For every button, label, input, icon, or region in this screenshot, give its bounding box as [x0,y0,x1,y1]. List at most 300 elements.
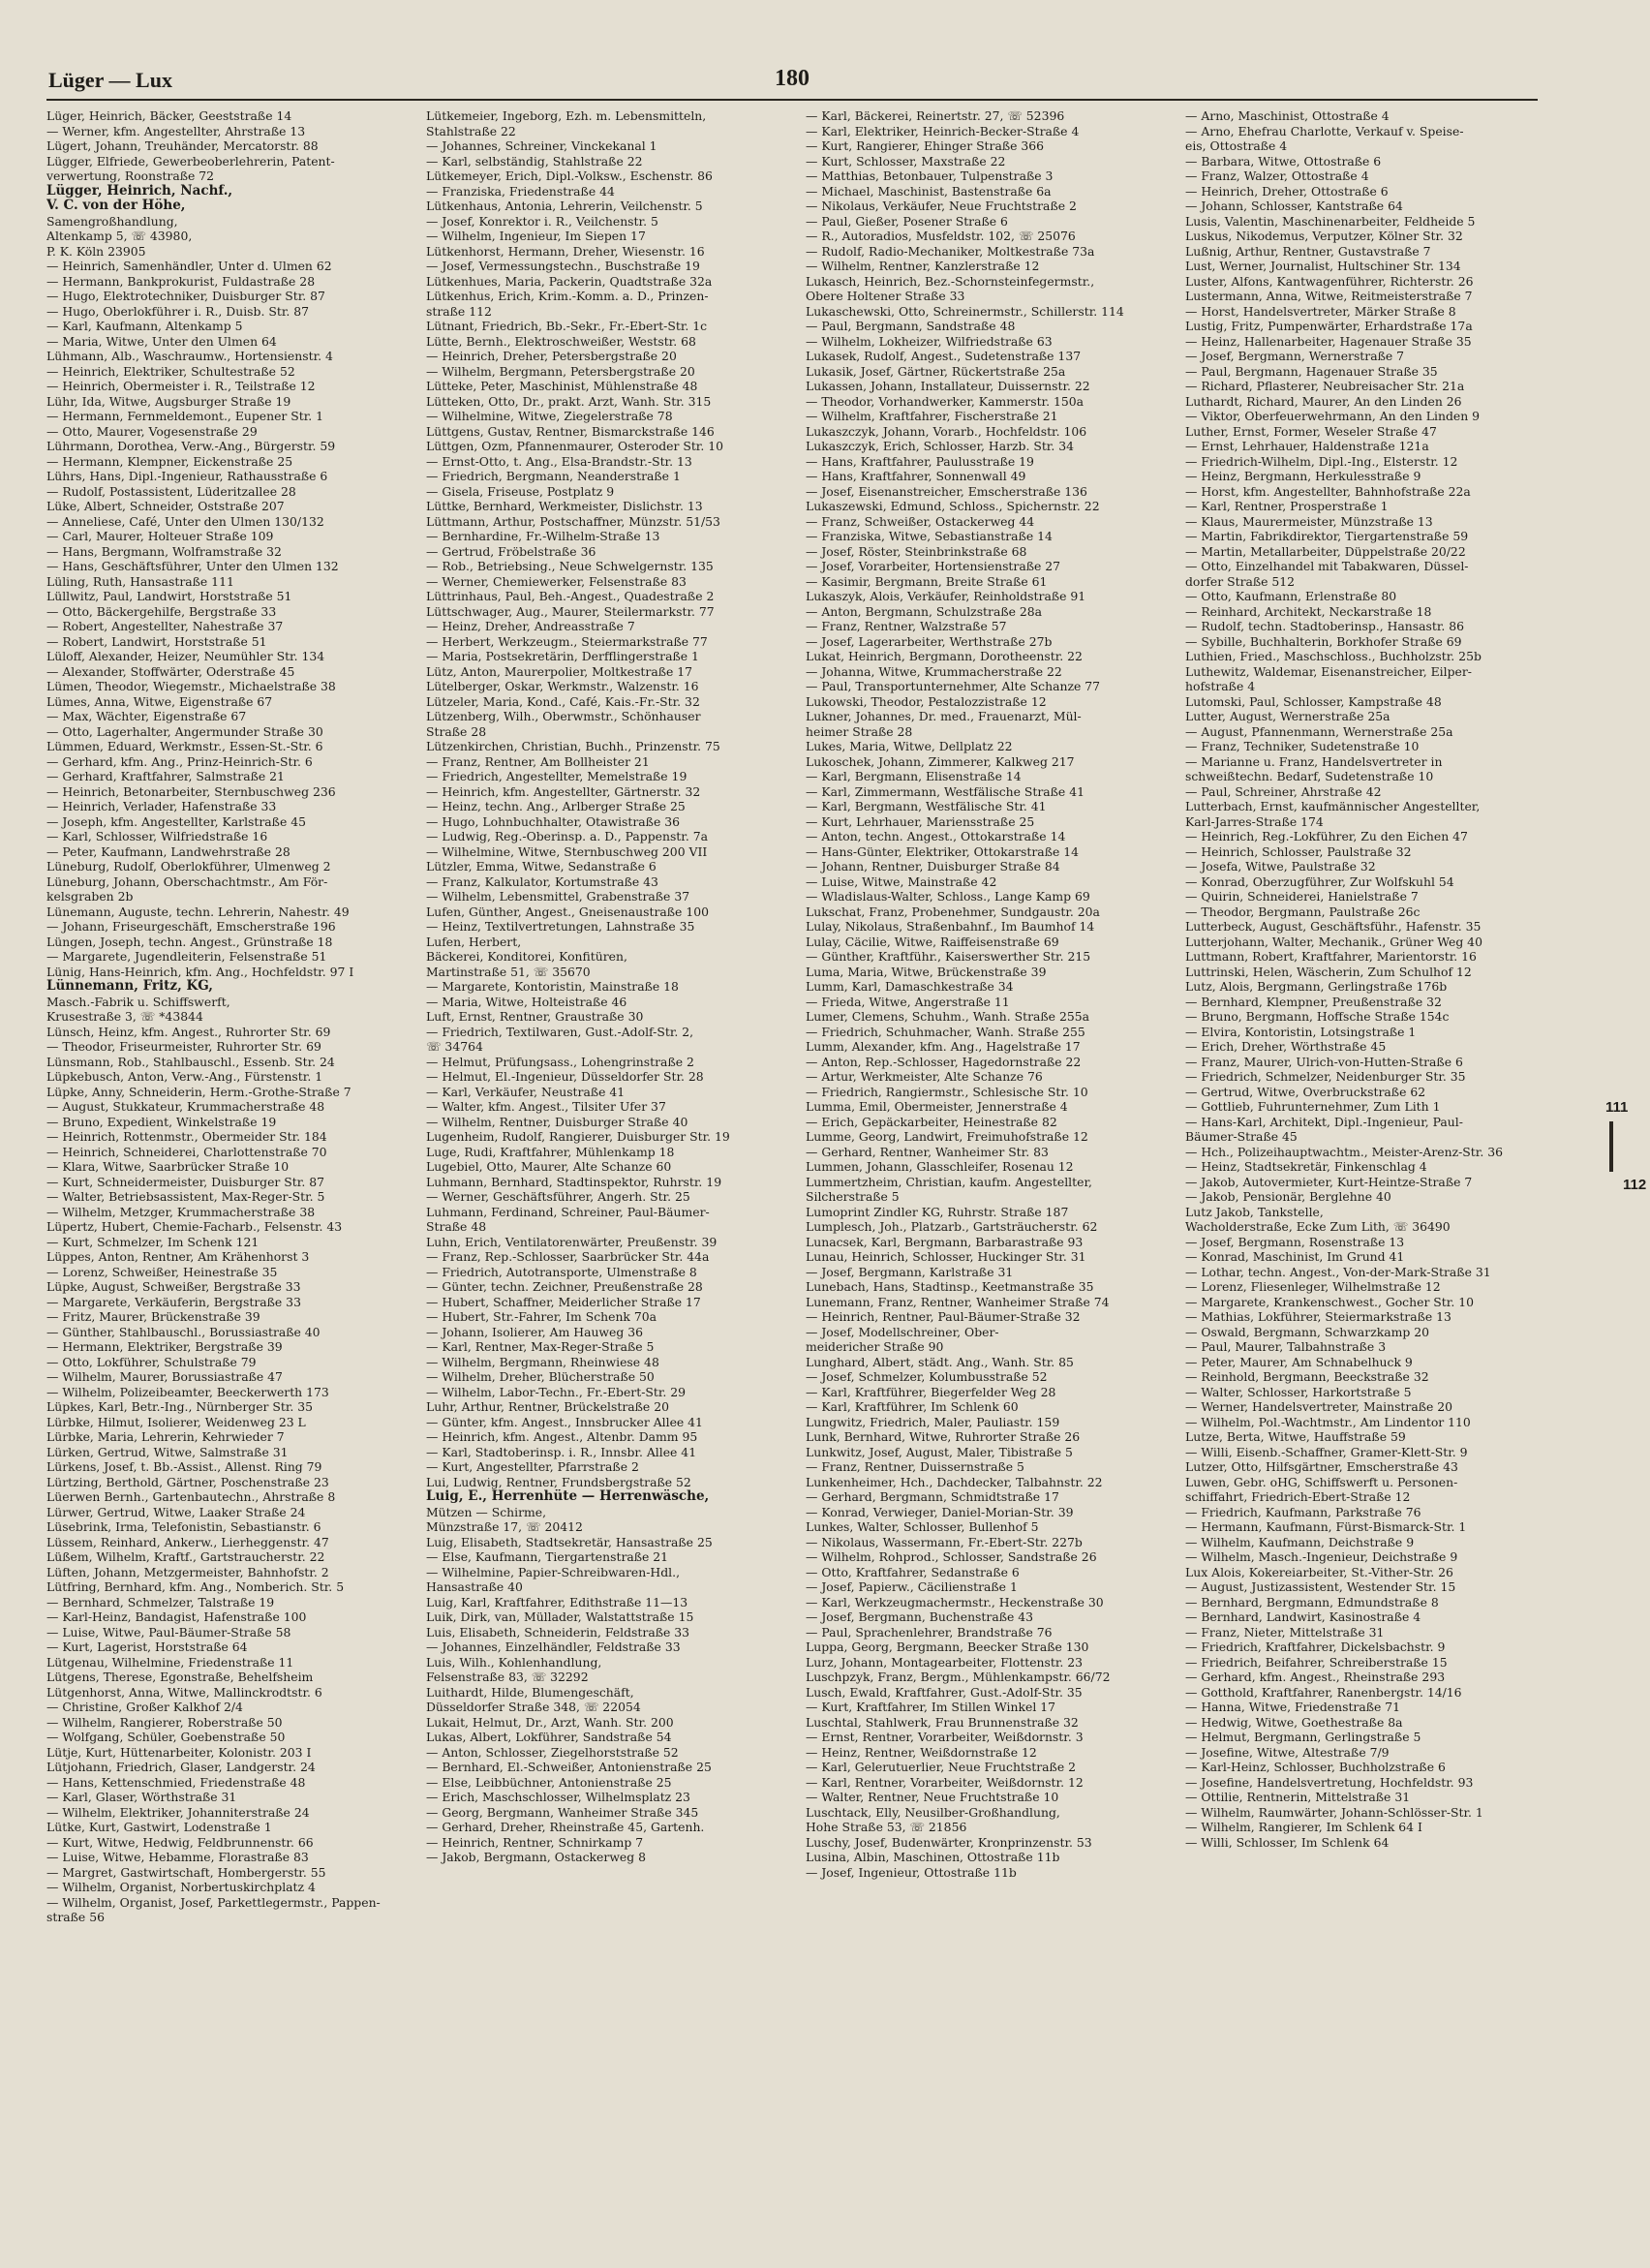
directory-entry: Lütte, Bernh., Elektroschweißer, Weststr. 68 [426,333,696,349]
directory-entry: — Friedrich, Rangiermstr., Schlesische Str. 10 [806,1084,1088,1099]
directory-columns [46,108,1545,2244]
directory-entry: — Werner, Chemiewerker, Felsenstraße 83 [426,573,687,589]
directory-entry: Lukes, Maria, Witwe, Dellplatz 22 [806,739,1013,753]
directory-entry: — Herbert, Werkzeugm., Steiermarkstraße 77 [426,633,708,649]
directory-entry: Lutterbach, Ernst, kaufmännischer Angestellter, [1185,799,1481,813]
directory-entry: Masch.-Fabrik u. Schiffswerft, [46,994,230,1009]
directory-entry: Luis, Wilh., Kohlenhandlung, [426,1654,602,1670]
directory-entry: — Maria, Witwe, Holteistraße 46 [426,994,627,1009]
directory-entry: Lütke, Kurt, Gastwirt, Lodenstraße 1 [46,1820,272,1834]
directory-entry: — Johann, Schlosser, Kantstraße 64 [1185,199,1403,213]
directory-entry: Lukassen, Johann, Installateur, Duissernstr. 22 [806,379,1090,393]
directory-entry: — Kurt, Witwe, Hedwig, Feldbrunnenstr. 66 [46,1834,314,1850]
directory-entry: — Helmut, Prüfungsass., Lohengrinstraße 2 [426,1054,694,1069]
directory-entry: — Hugo, Elektrotechniker, Duisburger Str. 87 [46,289,325,303]
directory-entry: — Johann, Friseurgeschäft, Emscherstraße 196 [46,919,336,934]
directory-entry: Lührmann, Dorothea, Verw.-Ang., Bürgerstr. 59 [46,439,336,453]
directory-entry: eis, Ottostraße 4 [1185,138,1288,153]
directory-entry: — Walter, Betriebsassistent, Max-Reger-Str. 5 [46,1189,325,1204]
directory-entry: Lügger, Elfriede, Gewerbeoberlehrerin, Patent- [46,153,335,169]
directory-entry: — Rob., Betriebsing., Neue Schwelgernstr. 135 [426,559,714,573]
directory-entry: — Luise, Witwe, Hebamme, Florastraße 83 [46,1850,309,1864]
directory-entry: — Ernst, Rentner, Vorarbeiter, Weißdornstr. 3 [806,1730,1084,1744]
directory-entry: — Karl, Stadtoberinsp. i. R., Innsbr. Allee 41 [426,1444,697,1459]
directory-entry: — Wilhelm, Raumwärter, Johann-Schlösser-Str. 1 [1185,1804,1483,1820]
directory-entry: — Kurt, Schmelzer, Im Schenk 121 [46,1234,260,1249]
directory-entry: Lührs, Hans, Dipl.-Ingenieur, Rathausstraße 6 [46,469,328,483]
directory-entry: — Wilhelm, Lokheizer, Wilfriedstraße 63 [806,333,1053,349]
directory-entry: Straße 48 [426,1219,487,1234]
directory-entry: — Wilhelm, Rohprod., Schlosser, Sandstraße 26 [806,1549,1097,1564]
directory-entry: — Heinz, Stadtsekretär, Finkenschlag 4 [1185,1159,1427,1174]
directory-entry: Straße 28 [426,723,487,739]
margin-bar [1609,1121,1613,1172]
directory-entry: Lümen, Theodor, Wiegemstr., Michaelstraße 38 [46,679,336,693]
directory-entry: — Gerhard, Rentner, Wanheimer Str. 83 [806,1144,1049,1159]
directory-entry: Luhmann, Ferdinand, Schreiner, Paul-Bäumer- [426,1204,710,1219]
directory-entry: — Konrad, Oberzugführer, Zur Wolfskuhl 54 [1185,873,1454,889]
directory-entry: Lukowski, Theodor, Pestalozzistraße 12 [806,693,1047,709]
directory-entry: — Gerhard, Bergmann, Schmidtstraße 17 [806,1489,1059,1504]
directory-entry: — Heinrich, kfm. Angestellter, Gärtnerstr. 32 [426,783,701,799]
directory-entry: — Karl, Zimmermann, Westfälische Straße 41 [806,783,1085,799]
directory-entry: — Heinz, techn. Ang., Arlberger Straße 25 [426,799,686,813]
directory-entry: — Walter, Schlosser, Harkortstraße 5 [1185,1384,1412,1399]
directory-entry: — Heinz, Dreher, Andreasstraße 7 [426,619,635,633]
directory-entry: — Werner, Geschäftsführer, Angerh. Str. 25 [426,1189,690,1204]
directory-entry: — Heinrich, Dreher, Ottostraße 6 [1185,183,1389,199]
directory-entry: — Hans, Geschäftsführer, Unter den Ulmen 132 [46,559,339,573]
directory-entry: — Heinrich, Schlosser, Paulstraße 32 [1185,843,1412,859]
directory-entry: — Franz, Kalkulator, Kortumstraße 43 [426,873,658,889]
directory-entry: Lüttschwager, Aug., Maurer, Steilermarkstr. 77 [426,603,715,619]
directory-entry: — Fritz, Maurer, Brückenstraße 39 [46,1309,260,1324]
directory-entry: — Heinz, Hallenarbeiter, Hagenauer Straße 35 [1185,333,1472,349]
directory-entry: — Konrad, Maschinist, Im Grund 41 [1185,1249,1405,1264]
directory-entry: Lütkenhorst, Hermann, Dreher, Wiesenstr. 16 [426,243,705,259]
directory-entry: — Josefine, Handelsvertretung, Hochfeldstr. 93 [1185,1774,1474,1790]
directory-entry: — Josef, Bergmann, Wernerstraße 7 [1185,349,1405,363]
page-header [46,64,1538,101]
directory-entry: — Gertrud, Fröbelstraße 36 [426,543,596,559]
directory-entry: straße 56 [46,1910,105,1924]
directory-entry: Lutterjohann, Walter, Mechanik., Grüner Weg 40 [1185,934,1482,949]
directory-entry: — Walter, kfm. Angest., Tilsiter Ufer 37 [426,1099,666,1114]
directory-entry: — Friedrich-Wilhelm, Dipl.-Ing., Elsterstr. 12 [1185,453,1458,469]
directory-entry: Lütkenhaus, Antonia, Lehrerin, Veilchenstr. 5 [426,199,703,213]
directory-entry: Lütkemeier, Ingeborg, Ezh. m. Lebensmitteln, [426,108,707,123]
directory-entry: — Peter, Maurer, Am Schnabelhuck 9 [1185,1354,1413,1369]
directory-entry: — Hedwig, Witwe, Goethestraße 8a [1185,1714,1403,1730]
directory-entry: — Paul, Schreiner, Ahrstraße 42 [1185,783,1382,799]
directory-entry: Lünsmann, Rob., Stahlbauschl., Essenb. Str. 24 [46,1054,335,1069]
directory-entry: Luthardt, Richard, Maurer, An den Linden 26 [1185,393,1462,409]
directory-entry: — Heinrich, Rentner, Paul-Bäumer-Straße 32 [806,1309,1081,1324]
directory-entry: — Franz, Walzer, Ottostraße 4 [1185,169,1369,183]
directory-entry: Lütgenhorst, Anna, Witwe, Mallinckrodtstr. 6 [46,1684,322,1700]
directory-entry: — Rudolf, Radio-Mechaniker, Moltkestraße 73a [806,243,1095,259]
directory-entry: — Franz, Nieter, Mittelstraße 31 [1185,1624,1385,1640]
directory-entry: — Hermann, Fernmeldemont., Eupener Str. 1 [46,409,324,423]
directory-entry: — Karl, Bäckerei, Reinertstr. 27, ☏ 52396 [806,108,1065,123]
directory-entry: Lustig, Fritz, Pumpenwärter, Erhardstraße 17a [1185,319,1473,333]
directory-entry: Mützen — Schirme, [426,1504,547,1519]
directory-entry: Lüttrinhaus, Paul, Beh.-Angest., Quadestraße 2 [426,589,715,603]
directory-entry: — Franziska, Friedenstraße 44 [426,183,615,199]
directory-entry: — Bernhard, Klempner, Preußenstraße 32 [1185,994,1442,1009]
directory-entry: — Paul, Bergmann, Sandstraße 48 [806,319,1016,333]
directory-entry: — Alexander, Stoffwärter, Oderstraße 45 [46,663,295,679]
directory-entry: Lukoschek, Johann, Zimmerer, Kalkweg 217 [806,753,1075,769]
directory-entry: — Sybille, Buchhalterin, Borkhofer Straße 69 [1185,633,1462,649]
directory-entry: Luhr, Arthur, Rentner, Brückelstraße 20 [426,1399,669,1414]
directory-entry: Luster, Alfons, Kantwagenführer, Richterstr. 26 [1185,273,1474,289]
directory-entry: Lugebiel, Otto, Maurer, Alte Schanze 60 [426,1159,672,1174]
directory-entry: Lui, Ludwig, Rentner, Frundsbergstraße 52 [426,1474,691,1489]
column-3 [806,108,1164,2244]
directory-entry: — Ludwig, Reg.-Oberinsp. a. D., Pappenstr. 7a [426,829,708,843]
directory-entry: Lumm, Karl, Damaschkestraße 34 [806,979,1014,994]
directory-entry: — Friedrich, Schmelzer, Neidenburger Str. 35 [1185,1069,1466,1084]
directory-entry: — Johann, Rentner, Duisburger Straße 84 [806,859,1060,873]
directory-entry: Lutter, August, Wernerstraße 25a [1185,709,1390,723]
directory-entry: Lütje, Kurt, Hüttenarbeiter, Kolonistr. 203 I [46,1744,312,1760]
directory-entry: Lüften, Johann, Metzgermeister, Bahnhofstr. 2 [46,1564,329,1579]
directory-entry: — Hch., Polizeihauptwachtm., Meister-Arenz-Str. 36 [1185,1144,1503,1159]
directory-entry: Lukasch, Heinrich, Bez.-Schornsteinfegermstr., [806,273,1095,289]
directory-entry: Luttrinski, Helen, Wäscherin, Zum Schulhof 12 [1185,964,1472,979]
directory-entry: — Kurt, Schlosser, Maxstraße 22 [806,153,1006,169]
directory-entry: — Karl, Rentner, Max-Reger-Straße 5 [426,1339,655,1354]
directory-entry: — Heinrich, Verlader, Hafenstraße 33 [46,799,277,813]
directory-entry: Lunacsek, Karl, Bergmann, Barbarastraße 93 [806,1234,1084,1249]
directory-entry: — Werner, kfm. Angestellter, Ahrstraße 13 [46,123,306,138]
directory-entry: Lüssem, Reinhard, Ankerw., Lierheggenstr. 47 [46,1534,329,1549]
directory-entry: — Heinrich, Obermeister i. R., Teilstraße 12 [46,379,316,393]
directory-entry: — Erich, Maschschlosser, Wilhelmsplatz 23 [426,1790,690,1804]
directory-entry: Lust, Werner, Journalist, Hultschiner Str. 134 [1185,259,1461,273]
directory-entry: Lügert, Johann, Treuhänder, Mercatorstr. 88 [46,138,319,153]
directory-entry: Luge, Rudi, Kraftfahrer, Mühlenkamp 18 [426,1144,675,1159]
directory-entry: Obere Holtener Straße 33 [806,289,965,303]
directory-entry: verwertung, Roonstraße 72 [46,169,215,183]
directory-entry: — Hans, Kraftfahrer, Paulusstraße 19 [806,453,1034,469]
directory-entry: Lukaszczyk, Johann, Vorarb., Hochfeldstr. 106 [806,423,1087,439]
directory-entry: — Margarete, Kontoristin, Mainstraße 18 [426,979,679,994]
directory-entry: — Artur, Werkmeister, Alte Schanze 76 [806,1069,1043,1084]
directory-entry: — Konrad, Verwieger, Daniel-Morian-Str. 39 [806,1504,1074,1519]
directory-entry: Düsseldorfer Straße 348, ☏ 22054 [426,1700,641,1714]
directory-entry: heimer Straße 28 [806,723,913,739]
directory-entry: — Arno, Ehefrau Charlotte, Verkauf v. Speise- [1185,123,1464,138]
directory-entry: — Ernst-Otto, t. Ang., Elsa-Brandstr.-Str. 13 [426,453,692,469]
directory-entry: — Kurt, Schneidermeister, Duisburger Str. 87 [46,1174,324,1189]
directory-entry: Lußnig, Arthur, Rentner, Gustavstraße 7 [1185,243,1431,259]
directory-entry: — Elvira, Kontoristin, Lotsingstraße 1 [1185,1024,1417,1039]
directory-entry: straße 112 [426,303,492,319]
directory-entry: Lütteken, Otto, Dr., prakt. Arzt, Wanh. Str. 315 [426,393,712,409]
directory-entry: Lüngen, Joseph, techn. Angest., Grünstraße 18 [46,934,333,949]
directory-entry: Lürkens, Josef, t. Bb.-Assist., Allenst. Ring 79 [46,1459,322,1474]
directory-entry: Lünnemann, Fritz, KG, [46,979,213,994]
directory-entry: — Heinz, Textilvertretungen, Lahnstraße 35 [426,919,695,934]
directory-entry: — August, Justizassistent, Westender Str. 15 [1185,1579,1456,1594]
directory-entry: Lüttke, Bernhard, Werkmeister, Dislichstr. 13 [426,499,703,513]
directory-entry: Lunkwitz, Josef, August, Maler, Tibistraße 5 [806,1444,1073,1459]
directory-entry: — Hermann, Bankprokurist, Fuldastraße 28 [46,273,316,289]
directory-entry: — Wilhelm, Kraftfahrer, Fischerstraße 21 [806,409,1058,423]
directory-entry: — Johannes, Schreiner, Vinckekanal 1 [426,138,657,153]
directory-entry: P. K. Köln 23905 [46,243,146,259]
directory-entry: — Paul, Sprachenlehrer, Brandstraße 76 [806,1624,1053,1640]
directory-entry: — Bernhard, El.-Schweißer, Antonienstraße 25 [426,1760,712,1774]
directory-entry: — Christine, Großer Kalkhof 2/4 [46,1700,243,1714]
directory-entry: — Wilhelm, Maurer, Borussiastraße 47 [46,1369,283,1384]
directory-entry: Luschpzyk, Franz, Bergm., Mühlenkampstr. 66/72 [806,1670,1111,1684]
directory-entry: Lümes, Anna, Witwe, Eigenstraße 67 [46,693,273,709]
directory-entry: Lufen, Günther, Angest., Gneisenaustraße 100 [426,904,709,919]
directory-entry: — Karl, Rentner, Vorarbeiter, Weißdornstr. 12 [806,1774,1084,1790]
directory-entry: — Lorenz, Schweißer, Heinestraße 35 [46,1264,278,1279]
directory-entry: Lüsebrink, Irma, Telefonistin, Sebastianstr. 6 [46,1519,321,1534]
directory-entry: Luthewitz, Waldemar, Eisenanstreicher, Eilper- [1185,663,1472,679]
directory-entry: Lüneburg, Johann, Oberschachtmstr., Am För- [46,873,328,889]
directory-entry: — Gertrud, Witwe, Overbruckstraße 62 [1185,1084,1426,1099]
directory-entry: Luik, Dirk, van, Müllader, Walstattstraße 15 [426,1609,694,1624]
directory-entry: Lütkenhues, Maria, Packerin, Quadtstraße 32a [426,273,713,289]
directory-entry: Lürbke, Maria, Lehrerin, Kehrwieder 7 [46,1429,285,1444]
directory-entry: — R., Autoradios, Musfeldstr. 102, ☏ 25076 [806,229,1076,243]
directory-entry: — Kurt, Angestellter, Pfarrstraße 2 [426,1459,639,1474]
directory-entry: Lüerwen Bernh., Gartenbautechn., Ahrstraße 8 [46,1489,336,1504]
directory-entry: Lumme, Georg, Landwirt, Freimuhofstraße 12 [806,1129,1088,1144]
directory-entry: — Karl, Bergmann, Westfälische Str. 41 [806,799,1047,813]
directory-entry: — Frieda, Witwe, Angerstraße 11 [806,994,1010,1009]
directory-entry: — Johanna, Witwe, Krummacherstraße 22 [806,663,1062,679]
directory-entry: — Wilhelmine, Papier-Schreibwaren-Hdl., [426,1564,681,1579]
directory-entry: — Hugo, Lohnbuchhalter, Otawistraße 36 [426,813,680,829]
directory-entry: Luskus, Nikodemus, Verputzer, Kölner Str. 32 [1185,229,1463,243]
directory-entry: Lukas, Albert, Lokführer, Sandstraße 54 [426,1730,672,1744]
directory-entry: — Gerhard, Dreher, Rheinstraße 45, Gartenh. [426,1820,705,1834]
directory-entry: Hansastraße 40 [426,1579,523,1594]
directory-entry: Lutzer, Otto, Hilfsgärtner, Emscherstraße 43 [1185,1459,1458,1474]
directory-entry: — Ernst, Lehrhauer, Haldenstraße 121a [1185,439,1429,453]
directory-entry: — Bruno, Expedient, Winkelstraße 19 [46,1114,277,1129]
directory-entry: Lustermann, Anna, Witwe, Reitmeisterstraße 7 [1185,289,1473,303]
directory-entry: — Karl, Werkzeugmachermstr., Heckenstraße 30 [806,1594,1104,1609]
directory-entry: — Karl, Bergmann, Elisenstraße 14 [806,769,1022,783]
directory-entry: — Wilhelm, Rentner, Kanzlerstraße 12 [806,259,1040,273]
directory-entry: — Friedrich, Angestellter, Memelstraße 19 [426,769,688,783]
directory-entry: schweißtechn. Bedarf, Sudetenstraße 10 [1185,769,1434,783]
directory-entry: Lützenkirchen, Christian, Buchh., Prinzenstr. 75 [426,739,720,753]
directory-entry: — Anton, techn. Angest., Ottokarstraße 14 [806,829,1066,843]
directory-entry: Münzstraße 17, ☏ 20412 [426,1519,583,1534]
directory-entry: — Hermann, Elektriker, Bergstraße 39 [46,1339,283,1354]
directory-entry: hofstraße 4 [1185,679,1256,693]
directory-entry: — Wilhelm, Elektriker, Johanniterstraße 24 [46,1804,310,1820]
directory-entry: — Bruno, Bergmann, Hoffsche Straße 154c [1185,1009,1450,1024]
directory-entry: — Georg, Bergmann, Wanheimer Straße 345 [426,1804,699,1820]
directory-entry: — Karl, Kaufmann, Altenkamp 5 [46,319,243,333]
directory-entry: Luthien, Fried., Maschschloss., Buchholzstr. 25b [1185,649,1482,663]
directory-entry: — Helmut, El.-Ingenieur, Düsseldorfer Str. 28 [426,1069,704,1084]
directory-entry: Lummen, Johann, Glasschleifer, Rosenau 12 [806,1159,1074,1174]
directory-entry: Luschtack, Elly, Neusilber-Großhandlung, [806,1804,1060,1820]
directory-entry: Bäumer-Straße 45 [1185,1129,1298,1144]
directory-entry: Lutze, Berta, Witwe, Hauffstraße 59 [1185,1429,1406,1444]
directory-entry: — Matthias, Betonbauer, Tulpenstraße 3 [806,169,1054,183]
directory-entry: — Hermann, Klempner, Eickenstraße 25 [46,453,293,469]
directory-entry: — Josef, Bergmann, Buchenstraße 43 [806,1609,1034,1624]
directory-entry: Lüpkebusch, Anton, Verw.-Ang., Fürstenstr. 1 [46,1069,323,1084]
directory-entry: — Wilhelm, Rangierer, Im Schlenk 64 I [1185,1820,1422,1834]
directory-entry: dorfer Straße 512 [1185,573,1296,589]
directory-entry: — Otto, Einzelhandel mit Tabakwaren, Düssel- [1185,559,1469,573]
directory-entry: Lukaszyk, Alois, Verkäufer, Reinholdstraße 91 [806,589,1086,603]
directory-entry: — Theodor, Bergmann, Paulstraße 26c [1185,904,1421,919]
directory-entry: Lütz, Anton, Maurerpolier, Moltkestraße 17 [426,663,693,679]
directory-entry: — Franz, Schweißer, Ostackerweg 44 [806,513,1035,529]
directory-entry: Lumoprint Zindler KG, Ruhrstr. Straße 187 [806,1204,1069,1219]
directory-entry: — Jakob, Bergmann, Ostackerweg 8 [426,1850,647,1864]
directory-entry: — Martin, Fabrikdirektor, Tiergartenstraße 59 [1185,529,1469,543]
directory-entry: — Maria, Postsekretärin, Derfflingerstraße 1 [426,649,699,663]
directory-entry: Luther, Ernst, Former, Weseler Straße 47 [1185,423,1437,439]
directory-entry: kelsgraben 2b [46,889,134,904]
directory-entry: — Otto, Lagerhalter, Angermunder Straße 30 [46,723,323,739]
directory-entry: — Josef, Schmelzer, Kolumbusstraße 52 [806,1369,1048,1384]
directory-entry: — Robert, Angestellter, Nahestraße 37 [46,619,284,633]
directory-entry: Luig, Karl, Kraftfahrer, Edithstraße 11—13 [426,1594,688,1609]
directory-entry: — Hans-Günter, Elektriker, Ottokarstraße 14 [806,843,1080,859]
directory-entry: Lusina, Albin, Maschinen, Ottostraße 11b [806,1850,1060,1864]
directory-entry: — Wilhelm, Labor-Techn., Fr.-Ebert-Str. 29 [426,1384,687,1399]
directory-entry: Luithardt, Hilde, Blumengeschäft, [426,1684,634,1700]
directory-entry: Lukat, Heinrich, Bergmann, Dorotheenstr. 22 [806,649,1083,663]
directory-entry: — Maria, Witwe, Unter den Ulmen 64 [46,333,277,349]
directory-entry: Lux Alois, Kokereiarbeiter, St.-Vither-Str. 26 [1185,1564,1453,1579]
directory-entry: — Johann, Isolierer, Am Hauweg 36 [426,1324,644,1339]
directory-entry: Luhmann, Bernhard, Stadtinspektor, Ruhrstr. 19 [426,1174,722,1189]
directory-entry: — Erich, Dreher, Wörthstraße 45 [1185,1039,1387,1054]
directory-entry: — Heinrich, Dreher, Petersbergstraße 20 [426,349,677,363]
directory-entry: Lutz Jakob, Tankstelle, [1185,1204,1324,1219]
directory-entry: Wacholderstraße, Ecke Zum Lith, ☏ 36490 [1185,1219,1451,1234]
directory-entry: Lütteke, Peter, Maschinist, Mühlenstraße 48 [426,379,698,393]
directory-entry: — Karl, Elektriker, Heinrich-Becker-Straße 4 [806,123,1080,138]
directory-entry: Lützler, Emma, Witwe, Sedanstraße 6 [426,859,657,873]
directory-entry: Lurz, Johann, Montagearbeiter, Flottenstr. 23 [806,1654,1084,1670]
directory-entry: Luppa, Georg, Bergmann, Beecker Straße 130 [806,1640,1089,1654]
directory-entry: — Barbara, Witwe, Ottostraße 6 [1185,153,1382,169]
directory-entry: — Paul, Gießer, Posener Straße 6 [806,213,1008,229]
directory-entry: Stahlstraße 22 [426,123,516,138]
directory-entry: Lüling, Ruth, Hansastraße 111 [46,573,234,589]
directory-entry: — Quirin, Schneiderei, Hanielstraße 7 [1185,889,1419,904]
directory-entry: — Wilhelm, Pol.-Wachtmstr., Am Lindentor 110 [1185,1414,1471,1429]
directory-entry: Lukasek, Rudolf, Angest., Sudetenstraße 137 [806,349,1082,363]
directory-entry: — Friedrich, Kraftfahrer, Dickelsbachstr. 9 [1185,1640,1446,1654]
directory-entry: — Günter, kfm. Angest., Innsbrucker Allee 41 [426,1414,703,1429]
directory-entry: — Arno, Maschinist, Ottostraße 4 [1185,108,1390,123]
directory-entry: Lukait, Helmut, Dr., Arzt, Wanh. Str. 200 [426,1714,674,1730]
directory-entry: — Michael, Maschinist, Bastenstraße 6a [806,183,1052,199]
directory-entry: — Wilhelm, Metzger, Krummacherstraße 38 [46,1204,316,1219]
directory-entry: — Luise, Witwe, Paul-Bäumer-Straße 58 [46,1624,291,1640]
directory-entry: — Gerhard, Kraftfahrer, Salmstraße 21 [46,769,285,783]
directory-entry: Krusestraße 3, ☏ *43844 [46,1009,203,1024]
directory-entry: — Max, Wächter, Eigenstraße 67 [46,709,247,723]
directory-entry: — Anton, Bergmann, Schulzstraße 28a [806,603,1043,619]
directory-entry: Lukschat, Franz, Probenehmer, Sundgaustr. 20a [806,904,1100,919]
directory-entry: — Gerhard, kfm. Ang., Prinz-Heinrich-Str. 6 [46,753,313,769]
directory-entry: — Kasimir, Bergmann, Breite Straße 61 [806,573,1048,589]
directory-entry: Lütnant, Friedrich, Bb.-Sekr., Fr.-Ebert-Str. 1c [426,319,708,333]
directory-entry: — Bernhard, Landwirt, Kasinostraße 4 [1185,1609,1421,1624]
directory-entry: Lunemann, Franz, Rentner, Wanheimer Straße 74 [806,1294,1110,1309]
directory-entry: — August, Stukkateur, Krummacherstraße 48 [46,1099,325,1114]
directory-entry: — Otto, Maurer, Vogesenstraße 29 [46,423,258,439]
directory-entry: — Walter, Rentner, Neue Fruchtstraße 10 [806,1790,1059,1804]
directory-entry: — Lorenz, Fliesenleger, Wilhelmstraße 12 [1185,1279,1441,1294]
directory-entry: — Horst, kfm. Angestellter, Bahnhofstraße 22a [1185,483,1471,499]
directory-entry: — Josef, Röster, Steinbrinkstraße 68 [806,543,1027,559]
directory-entry: Lüppes, Anton, Rentner, Am Krähenhorst 3 [46,1249,310,1264]
directory-entry: Bäckerei, Konditorei, Konfitüren, [426,949,627,964]
directory-entry: — Günther, Stahlbauschl., Borussiastraße 40 [46,1324,321,1339]
directory-entry: — Johannes, Einzelhändler, Feldstraße 33 [426,1640,681,1654]
directory-entry: — Anton, Rep.-Schlosser, Hagedornstraße 22 [806,1054,1082,1069]
directory-entry: — Bernhard, Schmelzer, Talstraße 19 [46,1594,275,1609]
directory-entry: — Margarete, Jugendleiterin, Felsenstraße 51 [46,949,327,964]
directory-entry: Lukaszczyk, Erich, Schlosser, Harzb. Str. 34 [806,439,1075,453]
directory-entry: — Hans, Kettenschmied, Friedenstraße 48 [46,1774,306,1790]
running-head: Lüger — Lux [48,68,172,92]
page-number: 180 [775,66,810,91]
directory-entry: — Nikolaus, Verkäufer, Neue Fruchtstraße 2 [806,199,1077,213]
directory-entry: Luschy, Josef, Budenwärter, Kronprinzenstr. 53 [806,1834,1092,1850]
directory-entry: Luft, Ernst, Rentner, Graustraße 30 [426,1009,644,1024]
directory-entry: — Nikolaus, Wassermann, Fr.-Ebert-Str. 227b [806,1534,1083,1549]
directory-entry: — Luise, Witwe, Mainstraße 42 [806,873,997,889]
directory-entry: — Wilhelmine, Witwe, Ziegelerstraße 78 [426,409,673,423]
margin-tab-bottom: 112 [1623,1177,1647,1193]
directory-entry: Luhn, Erich, Ventilatorenwärter, Preußenstr. 39 [426,1234,718,1249]
directory-entry: — Richard, Pflasterer, Neubreisacher Str. 21a [1185,379,1465,393]
directory-entry: Lüpke, Anny, Schneiderin, Herm.-Grothe-Straße 7 [46,1084,351,1099]
directory-entry: Luma, Maria, Witwe, Brückenstraße 39 [806,964,1047,979]
directory-entry: Lusch, Ewald, Kraftfahrer, Gust.-Adolf-Str. 35 [806,1684,1083,1700]
directory-entry: Lumm, Alexander, kfm. Ang., Hagelstraße 17 [806,1039,1081,1054]
directory-entry: — Werner, Handelsvertreter, Mainstraße 20 [1185,1399,1453,1414]
directory-entry: meidericher Straße 90 [806,1339,944,1354]
directory-entry: Lüttgen, Ozm, Pfannenmaurer, Osteroder Str. 10 [426,439,724,453]
directory-entry: — Peter, Kaufmann, Landwehrstraße 28 [46,843,290,859]
directory-entry: Lummertzheim, Christian, kaufm. Angestellter, [806,1174,1092,1189]
column-4 [1185,108,1543,2244]
directory-entry: Lugenheim, Rudolf, Rangierer, Duisburger Str. 19 [426,1129,730,1144]
directory-entry: Lunghard, Albert, städt. Ang., Wanh. Str. 85 [806,1354,1074,1369]
directory-entry: Lulay, Nikolaus, Straßenbahnf., Im Baumhof 14 [806,919,1095,934]
directory-entry: Lumma, Emil, Obermeister, Jennerstraße 4 [806,1099,1068,1114]
directory-entry: — Franziska, Witwe, Sebastianstraße 14 [806,529,1053,543]
directory-entry: — Heinrich, Betonarbeiter, Sternbuschweg 236 [46,783,336,799]
directory-entry: — Ottilie, Rentnerin, Mittelstraße 31 [1185,1790,1411,1804]
directory-entry: Lützeler, Maria, Kond., Café, Kais.-Fr.-Str. 32 [426,693,700,709]
directory-entry: — Franz, Techniker, Sudetenstraße 10 [1185,739,1420,753]
